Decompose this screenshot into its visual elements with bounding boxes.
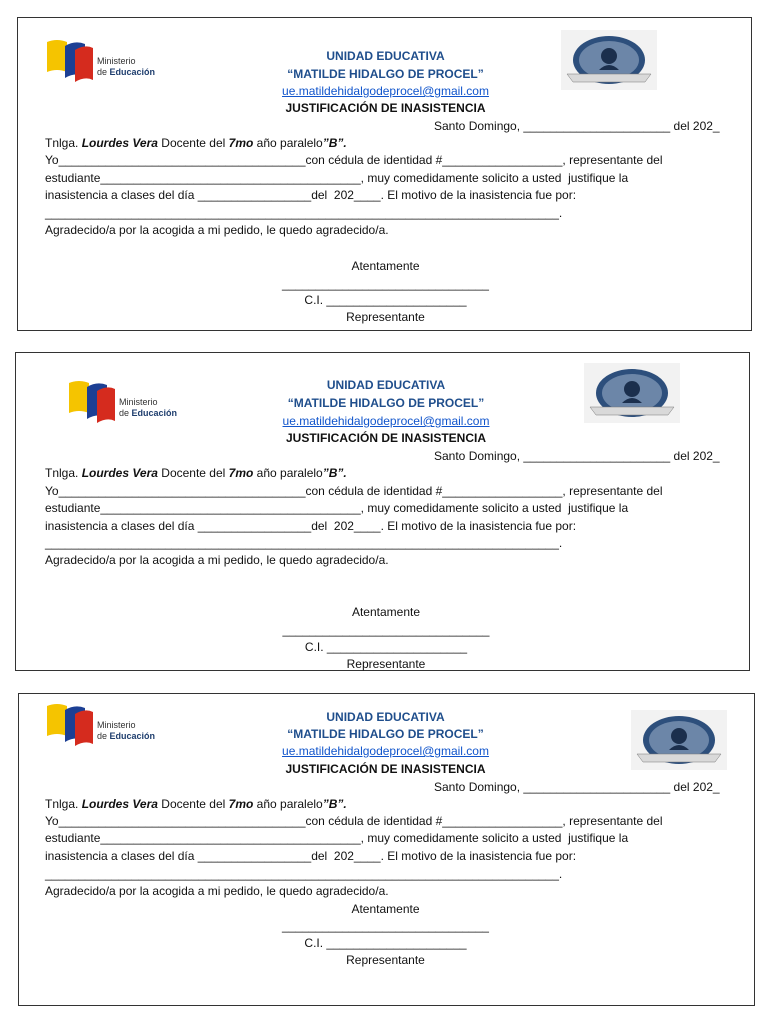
body-line-1: Yo_____________________________________con cédula de identidad #__________________, representante del — [45, 484, 663, 498]
ministry-logo-text: Ministerio de Educación — [119, 397, 178, 418]
thanks-line: Agradecido/a por la acogida a mi pedido, le quedo agradecido/a. — [45, 553, 389, 567]
body-line-2: estudiante_______________________________________, muy comedidamente solicito a usted justifique la — [45, 831, 629, 845]
date-line: Santo Domingo, ______________________ del 202_ — [434, 119, 720, 133]
date-line: Santo Domingo, ______________________ del 202_ — [434, 449, 720, 463]
school-label: UNIDAD EDUCATIVA — [326, 378, 446, 392]
addressee-line: Tnlga. Lourdes Vera Docente del 7mo año paralelo”B”. — [45, 466, 347, 480]
body-line-3: inasistencia a clases del día _________________del 202____. El motivo de la inasistencia fue por: — [45, 849, 577, 863]
school-name: “MATILDE HIDALGO DE PROCEL” — [287, 396, 485, 410]
body-line-3: inasistencia a clases del día _________________del 202____. El motivo de la inasistencia fue por: — [45, 188, 577, 202]
body-line-2: estudiante_______________________________________, muy comedidamente solicito a usted justifique la — [45, 501, 629, 515]
body-line-4: _____________________________________________________________________________. — [45, 206, 563, 220]
school-email-link[interactable]: ue.matildehidalgodeprocel@gmail.com — [282, 414, 490, 428]
ci-line: C.I. _____________________ — [304, 936, 467, 950]
school-label: UNIDAD EDUCATIVA — [326, 49, 445, 63]
thanks-line: Agradecido/a por la acogida a mi pedido, le quedo agradecido/a. — [45, 223, 389, 237]
ci-line: C.I. _____________________ — [304, 640, 468, 654]
school-name: “MATILDE HIDALGO DE PROCEL” — [287, 67, 484, 81]
body-line-1: Yo_____________________________________con cédula de identidad #__________________, representante del — [45, 153, 663, 167]
signature-line: _______________________________ — [282, 919, 489, 933]
ministry-logo-text: Ministerio de Educación — [97, 56, 156, 77]
signature-line: _______________________________ — [282, 277, 489, 291]
ministry-logo-text: Ministerio de Educación — [97, 720, 156, 741]
role-label: Representante — [346, 953, 425, 967]
thanks-line: Agradecido/a por la acogida a mi pedido, le quedo agradecido/a. — [45, 884, 389, 898]
addressee-line: Tnlga. Lourdes Vera Docente del 7mo año paralelo”B”. — [45, 136, 347, 150]
role-label: Representante — [346, 310, 425, 324]
role-label: Representante — [346, 657, 426, 671]
justification-form-3 — [18, 693, 755, 1006]
closing: Atentamente — [351, 902, 420, 916]
body-line-1: Yo_____________________________________con cédula de identidad #__________________, representante del — [45, 814, 663, 828]
closing: Atentamente — [351, 605, 421, 619]
document-title: JUSTIFICACIÓN DE INASISTENCIA — [285, 762, 486, 776]
body-line-3: inasistencia a clases del día _________________del 202____. El motivo de la inasistencia fue por: — [45, 519, 577, 533]
school-email-link[interactable]: ue.matildehidalgodeprocel@gmail.com — [282, 84, 489, 98]
body-line-4: _____________________________________________________________________________. — [45, 536, 563, 550]
ministry-logo — [45, 700, 165, 750]
school-name: “MATILDE HIDALGO DE PROCEL” — [287, 727, 484, 741]
document-title: JUSTIFICACIÓN DE INASISTENCIA — [285, 101, 486, 115]
document-title: JUSTIFICACIÓN DE INASISTENCIA — [285, 431, 486, 445]
body-line-2: estudiante_______________________________________, muy comedidamente solicito a usted justifique la — [45, 171, 629, 185]
justification-form-2 — [15, 352, 750, 671]
closing: Atentamente — [351, 259, 420, 273]
ci-line: C.I. _____________________ — [304, 293, 467, 307]
signature-line: _______________________________ — [282, 623, 490, 637]
school-email-link[interactable]: ue.matildehidalgodeprocel@gmail.com — [282, 744, 489, 758]
school-label: UNIDAD EDUCATIVA — [326, 710, 445, 724]
justification-form-1 — [17, 17, 752, 331]
body-line-4: _____________________________________________________________________________. — [45, 867, 563, 881]
addressee-line: Tnlga. Lourdes Vera Docente del 7mo año paralelo”B”. — [45, 797, 347, 811]
date-line: Santo Domingo, ______________________ del 202_ — [434, 780, 720, 794]
